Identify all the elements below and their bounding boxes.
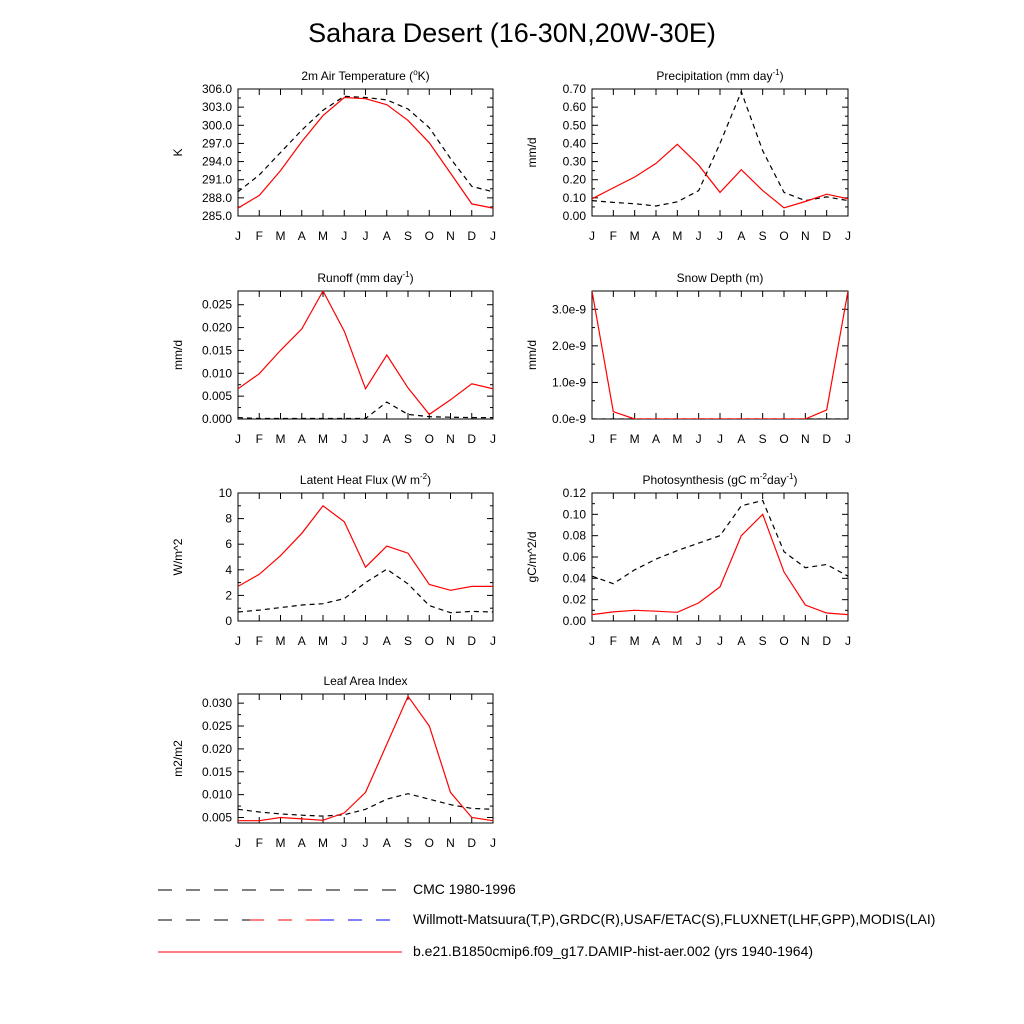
x-tick-label: A bbox=[297, 432, 306, 446]
legend-line-dashed-multicolor bbox=[0, 910, 400, 930]
x-tick-label: F bbox=[609, 229, 618, 243]
series-line-solid bbox=[592, 291, 848, 419]
y-tick-label: 0.10 bbox=[562, 190, 586, 205]
chart-panel-1 bbox=[525, 68, 851, 243]
x-tick-label: J bbox=[235, 836, 241, 850]
y-tick-label: 0.010 bbox=[201, 366, 232, 381]
x-tick-label: J bbox=[717, 634, 723, 648]
y-tick-label: 0.06 bbox=[562, 550, 586, 564]
series-line-solid bbox=[238, 696, 493, 820]
x-tick-label: J bbox=[490, 836, 496, 850]
plot-frame bbox=[592, 291, 848, 419]
series-line-dashed bbox=[592, 501, 848, 584]
x-tick-label: N bbox=[800, 634, 810, 648]
x-tick-label: A bbox=[651, 432, 661, 446]
x-tick-label: D bbox=[467, 432, 477, 446]
x-tick-label: S bbox=[403, 634, 413, 648]
y-tick-label: 1.0e-9 bbox=[551, 375, 586, 390]
y-axis-label: m2/m2 bbox=[171, 740, 185, 777]
x-tick-label: J bbox=[589, 229, 595, 243]
y-tick-label: 0.025 bbox=[201, 719, 232, 734]
y-tick-label: 2 bbox=[225, 588, 232, 603]
y-tick-label: 0.08 bbox=[562, 528, 586, 543]
chart-panel-3 bbox=[525, 271, 851, 446]
x-tick-label: S bbox=[758, 432, 767, 446]
x-tick-label: J bbox=[845, 432, 851, 446]
x-tick-label: N bbox=[800, 432, 810, 446]
y-tick-label: 0.00 bbox=[562, 209, 586, 223]
y-axis-label: mm/d bbox=[525, 137, 539, 168]
x-tick-label: D bbox=[467, 229, 477, 243]
x-tick-label: D bbox=[822, 229, 832, 243]
x-tick-label: J bbox=[341, 229, 348, 243]
series-line-solid bbox=[238, 506, 493, 591]
y-tick-label: 0.000 bbox=[201, 412, 232, 426]
x-tick-label: F bbox=[255, 836, 263, 850]
y-tick-label: 294.0 bbox=[201, 154, 232, 169]
x-tick-label: M bbox=[318, 634, 328, 648]
legend-label-obs: Willmott-Matsuura(T,P),GRDC(R),USAF/ETAC(S),FLUXNET(LHF,GPP),MODIS(LAI) bbox=[413, 911, 936, 927]
y-tick-label: 0.30 bbox=[562, 154, 586, 169]
series-line-solid bbox=[592, 144, 848, 208]
x-tick-label: O bbox=[424, 229, 434, 243]
x-tick-label: J bbox=[490, 229, 496, 243]
legend-entry-model bbox=[0, 942, 1024, 962]
x-tick-label: D bbox=[467, 634, 477, 648]
x-tick-label: J bbox=[845, 229, 851, 243]
y-tick-label: 0.010 bbox=[201, 787, 232, 802]
y-tick-label: 0.12 bbox=[562, 486, 586, 500]
y-tick-label: 0.015 bbox=[201, 764, 232, 779]
y-tick-label: 0.015 bbox=[201, 343, 232, 358]
x-tick-label: J bbox=[695, 229, 702, 243]
x-tick-label: A bbox=[382, 836, 391, 850]
x-tick-label: J bbox=[341, 836, 348, 850]
y-tick-label: 297.0 bbox=[201, 136, 232, 151]
plot-frame bbox=[592, 493, 848, 621]
x-tick-label: A bbox=[737, 229, 746, 243]
x-tick-label: A bbox=[297, 634, 306, 648]
x-tick-label: N bbox=[446, 836, 455, 850]
x-tick-label: F bbox=[255, 229, 263, 243]
y-axis-label: mm/d bbox=[171, 340, 185, 370]
x-tick-label: N bbox=[446, 229, 455, 243]
y-tick-label: 4 bbox=[225, 562, 232, 577]
x-tick-label: O bbox=[424, 432, 434, 446]
y-axis-label: mm/d bbox=[525, 340, 539, 370]
series-line-solid bbox=[238, 291, 493, 414]
x-tick-label: S bbox=[758, 634, 767, 648]
x-tick-label: S bbox=[403, 432, 413, 446]
y-tick-label: 0.00 bbox=[562, 614, 586, 628]
x-tick-label: M bbox=[629, 229, 640, 243]
x-tick-label: A bbox=[297, 229, 306, 243]
y-tick-label: 0.40 bbox=[562, 136, 586, 151]
x-tick-label: J bbox=[845, 634, 851, 648]
x-tick-label: J bbox=[695, 634, 702, 648]
y-tick-label: 0.025 bbox=[201, 297, 232, 312]
legend-entry-cmc bbox=[0, 880, 1024, 900]
x-tick-label: D bbox=[822, 432, 832, 446]
x-tick-label: M bbox=[275, 634, 286, 648]
x-tick-label: J bbox=[717, 229, 723, 243]
series-line-dashed bbox=[592, 92, 848, 206]
x-tick-label: N bbox=[446, 432, 455, 446]
x-tick-label: M bbox=[318, 229, 328, 243]
y-tick-label: 0.02 bbox=[562, 592, 586, 607]
x-tick-label: M bbox=[275, 836, 286, 850]
y-tick-label: 2.0e-9 bbox=[551, 338, 586, 353]
y-tick-label: 306.0 bbox=[201, 82, 232, 96]
y-tick-label: 3.0e-9 bbox=[551, 302, 586, 317]
y-tick-label: 0.20 bbox=[562, 172, 586, 187]
x-tick-label: M bbox=[629, 432, 640, 446]
chart-panel-6 bbox=[171, 674, 496, 850]
x-tick-label: A bbox=[382, 634, 391, 648]
x-tick-label: A bbox=[651, 634, 661, 648]
x-tick-label: J bbox=[235, 432, 241, 446]
y-tick-label: 285.0 bbox=[201, 209, 232, 223]
x-tick-label: J bbox=[362, 836, 369, 850]
x-tick-label: M bbox=[275, 229, 286, 243]
x-tick-label: F bbox=[255, 432, 263, 446]
x-tick-label: S bbox=[403, 229, 413, 243]
y-axis-label: gC/m^2/d bbox=[525, 531, 539, 583]
x-tick-label: J bbox=[341, 634, 348, 648]
plot-frame bbox=[592, 89, 848, 216]
x-tick-label: A bbox=[382, 229, 391, 243]
y-tick-label: 0 bbox=[225, 614, 232, 628]
x-tick-label: O bbox=[779, 229, 789, 243]
y-tick-label: 300.0 bbox=[201, 118, 232, 133]
series-line-solid bbox=[592, 514, 848, 614]
x-tick-label: M bbox=[672, 634, 683, 648]
x-tick-label: J bbox=[362, 634, 369, 648]
y-tick-label: 0.60 bbox=[562, 100, 586, 115]
x-tick-label: J bbox=[235, 229, 241, 243]
legend-label-model: b.e21.B1850cmip6.f09_g17.DAMIP-hist-aer.002 (yrs 1940-1964) bbox=[413, 943, 814, 959]
x-tick-label: M bbox=[629, 634, 640, 648]
series-line-solid bbox=[238, 98, 493, 209]
y-tick-label: 0.020 bbox=[201, 741, 232, 756]
y-axis-label: W/m^2 bbox=[171, 538, 185, 576]
legend-line-solid-red bbox=[0, 942, 410, 962]
legend-label-cmc: CMC 1980-1996 bbox=[413, 881, 516, 897]
y-tick-label: 0.10 bbox=[562, 507, 586, 522]
x-tick-label: M bbox=[275, 432, 286, 446]
series-line-dashed bbox=[238, 96, 493, 192]
chart-panel-4 bbox=[171, 472, 496, 648]
x-tick-label: A bbox=[297, 836, 306, 850]
panel-title: Photosynthesis (gC $m^{-2}day^{-1}$) bbox=[642, 472, 798, 487]
x-tick-label: J bbox=[695, 432, 702, 446]
panel-title: Precipitation (mm day$^{-1}$) bbox=[656, 68, 784, 83]
x-tick-label: A bbox=[651, 229, 661, 243]
x-tick-label: F bbox=[609, 432, 618, 446]
y-tick-label: 10 bbox=[218, 486, 232, 500]
panel-title: 2m Air Temperature ($^o$K) bbox=[301, 68, 430, 83]
x-tick-label: A bbox=[737, 634, 746, 648]
y-tick-label: 0.0e-9 bbox=[551, 412, 586, 426]
x-tick-label: J bbox=[490, 634, 496, 648]
x-tick-label: S bbox=[758, 229, 767, 243]
y-tick-label: 0.005 bbox=[201, 810, 232, 825]
x-tick-label: S bbox=[403, 836, 413, 850]
x-tick-label: N bbox=[800, 229, 810, 243]
plot-frame bbox=[238, 694, 493, 823]
x-tick-label: O bbox=[779, 432, 789, 446]
y-axis-label: K bbox=[171, 148, 185, 157]
plot-frame bbox=[238, 493, 493, 621]
panel-title: Snow Depth (m) bbox=[676, 271, 764, 285]
chart-panel-0 bbox=[171, 68, 496, 243]
y-tick-label: 288.0 bbox=[201, 190, 232, 205]
y-tick-label: 8 bbox=[225, 511, 232, 526]
x-tick-label: J bbox=[589, 634, 595, 648]
x-tick-label: J bbox=[490, 432, 496, 446]
legend-entry-obs bbox=[0, 910, 1024, 930]
panel-title: Latent Heat Flux (W $m^{-2}$) bbox=[299, 472, 432, 487]
chart-panel-2 bbox=[171, 270, 496, 446]
x-tick-label: J bbox=[589, 432, 595, 446]
x-tick-label: J bbox=[362, 432, 369, 446]
x-tick-label: N bbox=[446, 634, 455, 648]
panel-title: Leaf Area Index bbox=[323, 674, 408, 688]
x-tick-label: O bbox=[424, 836, 434, 850]
page-title: Sahara Desert (16-30N,20W-30E) bbox=[308, 18, 716, 48]
y-tick-label: 0.70 bbox=[562, 82, 586, 96]
x-tick-label: J bbox=[362, 229, 369, 243]
x-tick-label: O bbox=[424, 634, 434, 648]
x-tick-label: M bbox=[672, 229, 683, 243]
y-tick-label: 6 bbox=[225, 537, 232, 552]
legend-line-dashed-black bbox=[0, 880, 400, 900]
x-tick-label: A bbox=[382, 432, 391, 446]
y-tick-label: 0.005 bbox=[201, 389, 232, 404]
x-tick-label: M bbox=[318, 432, 328, 446]
chart-panel-5 bbox=[525, 472, 851, 648]
x-tick-label: J bbox=[341, 432, 348, 446]
x-tick-label: D bbox=[822, 634, 832, 648]
x-tick-label: F bbox=[609, 634, 618, 648]
y-tick-label: 0.030 bbox=[201, 696, 232, 711]
x-tick-label: A bbox=[737, 432, 746, 446]
y-tick-label: 0.04 bbox=[562, 571, 586, 586]
x-tick-label: M bbox=[318, 836, 328, 850]
x-tick-label: J bbox=[717, 432, 723, 446]
x-tick-label: M bbox=[672, 432, 683, 446]
series-line-dashed bbox=[238, 569, 493, 613]
plot-frame bbox=[238, 89, 493, 216]
y-tick-label: 291.0 bbox=[201, 172, 232, 187]
x-tick-label: J bbox=[235, 634, 241, 648]
y-tick-label: 303.0 bbox=[201, 100, 232, 115]
y-tick-label: 0.020 bbox=[201, 320, 232, 335]
x-tick-label: F bbox=[255, 634, 263, 648]
panel-title: Runoff (mm day$^{-1}$) bbox=[317, 270, 414, 285]
x-tick-label: O bbox=[779, 634, 789, 648]
x-tick-label: D bbox=[467, 836, 477, 850]
y-tick-label: 0.50 bbox=[562, 118, 586, 133]
